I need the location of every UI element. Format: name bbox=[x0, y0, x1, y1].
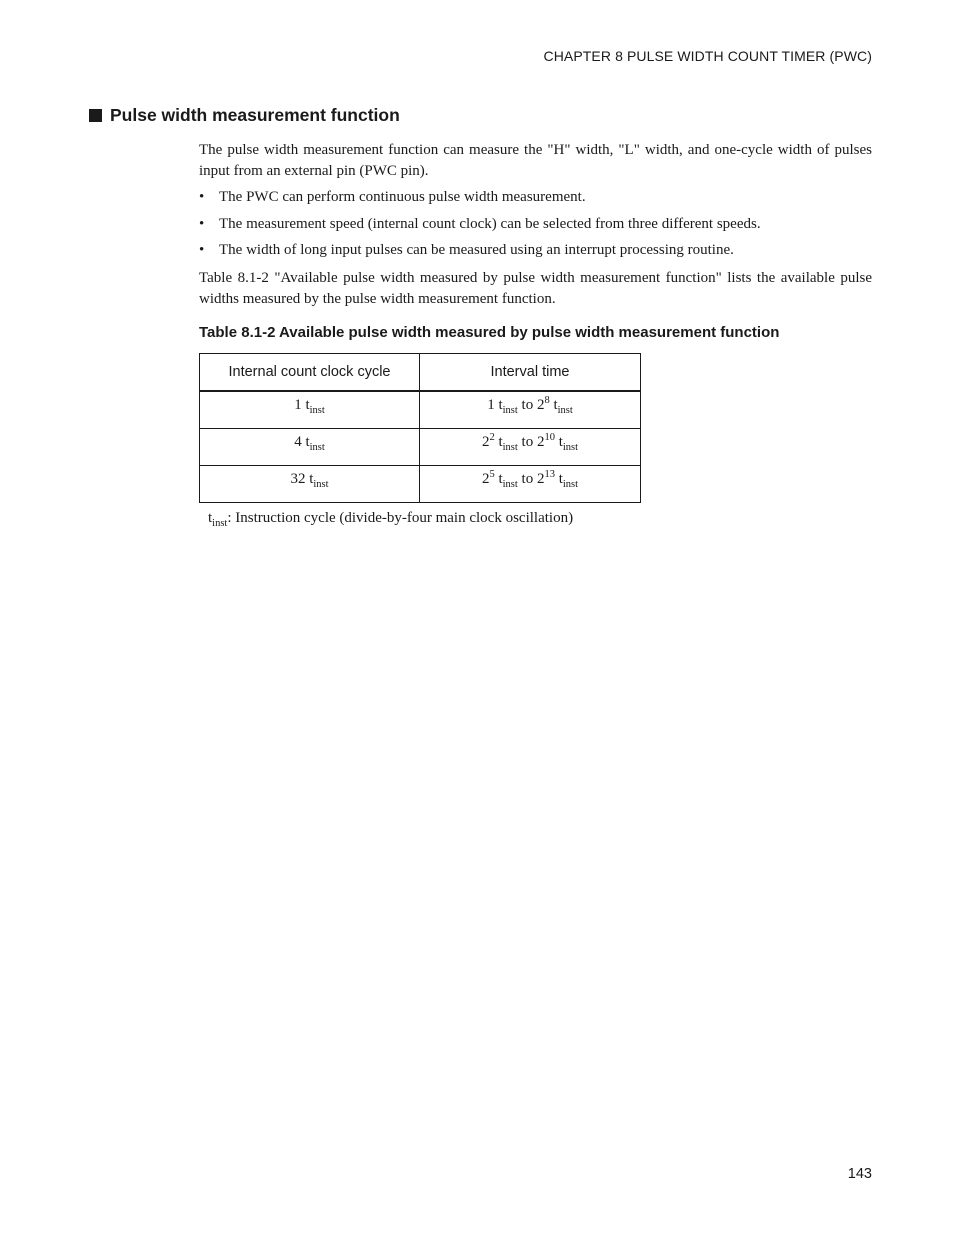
black-square-icon bbox=[89, 109, 102, 122]
footnote-text: : Instruction cycle (divide-by-four main clock oscillation) bbox=[227, 510, 574, 526]
table-row bbox=[200, 391, 641, 428]
clock-value: 32 bbox=[290, 470, 306, 487]
header-interval-time: Interval time bbox=[420, 354, 641, 392]
bullet-text: The measurement speed (internal count clock) can be selected from three different speeds. bbox=[219, 215, 761, 232]
interval-unit-end: t bbox=[558, 470, 563, 487]
interval-unit-start-sub: inst bbox=[502, 441, 518, 453]
section-heading bbox=[89, 105, 400, 126]
table-caption: Table 8.1-2 Available pulse width measured by pulse width measurement function bbox=[199, 324, 780, 341]
clock-cycle-cell bbox=[200, 391, 420, 428]
interval-to: to bbox=[521, 470, 534, 487]
interval-to: to bbox=[521, 433, 534, 450]
interval-exp-start: 2 bbox=[489, 431, 495, 443]
bullet-icon: • bbox=[199, 215, 205, 232]
interval-base-start: 2 bbox=[481, 433, 490, 450]
interval-unit-start: t bbox=[498, 433, 503, 450]
bullet-text: The PWC can perform continuous pulse width measurement. bbox=[219, 189, 586, 205]
interval-unit-end-sub: inst bbox=[562, 441, 579, 453]
clock-unit: t bbox=[309, 470, 314, 487]
bullet-icon: • bbox=[199, 189, 205, 205]
interval-unit-start: t bbox=[498, 397, 503, 413]
interval-base-start: 2 bbox=[481, 470, 490, 487]
interval-exp-end: 13 bbox=[544, 468, 555, 480]
interval-unit-start-sub: inst bbox=[502, 478, 518, 490]
interval-unit-start-sub: inst bbox=[502, 405, 518, 416]
interval-exp-start: 5 bbox=[489, 468, 495, 480]
interval-unit-start: t bbox=[498, 470, 503, 487]
interval-exp-end: 8 bbox=[544, 395, 550, 406]
interval-time-cell bbox=[420, 391, 641, 428]
header-clock-cycle: Internal count clock cycle bbox=[200, 354, 420, 392]
clock-cycle-cell bbox=[200, 428, 420, 465]
table-footnote bbox=[208, 510, 573, 527]
clock-unit-sub: inst bbox=[309, 405, 325, 416]
intro-block bbox=[199, 140, 872, 182]
intro-paragraph: The pulse width measurement function can measure the "H" width, "L" width, and one-cycle width of pulses input from an external pin (PWC pin). bbox=[199, 142, 872, 179]
interval-exp-end: 10 bbox=[544, 431, 555, 443]
clock-value: 4 bbox=[294, 433, 302, 450]
chapter-header: CHAPTER 8 PULSE WIDTH COUNT TIMER (PWC) bbox=[543, 48, 872, 64]
list-item bbox=[199, 240, 872, 261]
bullet-icon: • bbox=[199, 242, 205, 258]
table-header-row bbox=[200, 354, 641, 392]
clock-unit: t bbox=[305, 397, 310, 413]
page-number: 143 bbox=[847, 1166, 872, 1182]
list-item bbox=[199, 214, 872, 235]
table-row bbox=[200, 465, 641, 502]
interval-unit-end: t bbox=[558, 433, 563, 450]
interval-base-end: 2 bbox=[536, 433, 545, 450]
reference-block bbox=[199, 268, 872, 310]
table-row bbox=[200, 428, 641, 465]
interval-unit-end: t bbox=[553, 397, 558, 413]
list-item bbox=[199, 187, 872, 208]
interval-base-end: 2 bbox=[536, 470, 545, 487]
pulse-width-table bbox=[199, 353, 641, 503]
section-title-text: Pulse width measurement function bbox=[110, 105, 400, 125]
interval-time-cell bbox=[420, 465, 641, 502]
interval-time-cell bbox=[420, 428, 641, 465]
interval-to: to bbox=[521, 397, 534, 413]
clock-value: 1 bbox=[294, 397, 302, 413]
clock-cycle-cell bbox=[200, 465, 420, 502]
bullet-text: The width of long input pulses can be measured using an interrupt processing routine. bbox=[219, 242, 734, 258]
footnote-symbol: t bbox=[208, 510, 213, 526]
clock-unit-sub: inst bbox=[309, 441, 325, 453]
clock-unit: t bbox=[305, 433, 310, 450]
footnote-symbol-sub: inst bbox=[212, 518, 228, 529]
feature-bullet-list bbox=[199, 187, 872, 267]
clock-unit-sub: inst bbox=[313, 478, 329, 490]
interval-unit-end-sub: inst bbox=[562, 478, 579, 490]
interval-base-start: 1 bbox=[487, 397, 495, 413]
reference-paragraph: Table 8.1-2 "Available pulse width measured by pulse width measurement function" lists the available pulse widths measured by the pulse width measurement function. bbox=[199, 270, 872, 307]
interval-unit-end-sub: inst bbox=[557, 405, 573, 416]
interval-base-end: 2 bbox=[536, 397, 545, 413]
